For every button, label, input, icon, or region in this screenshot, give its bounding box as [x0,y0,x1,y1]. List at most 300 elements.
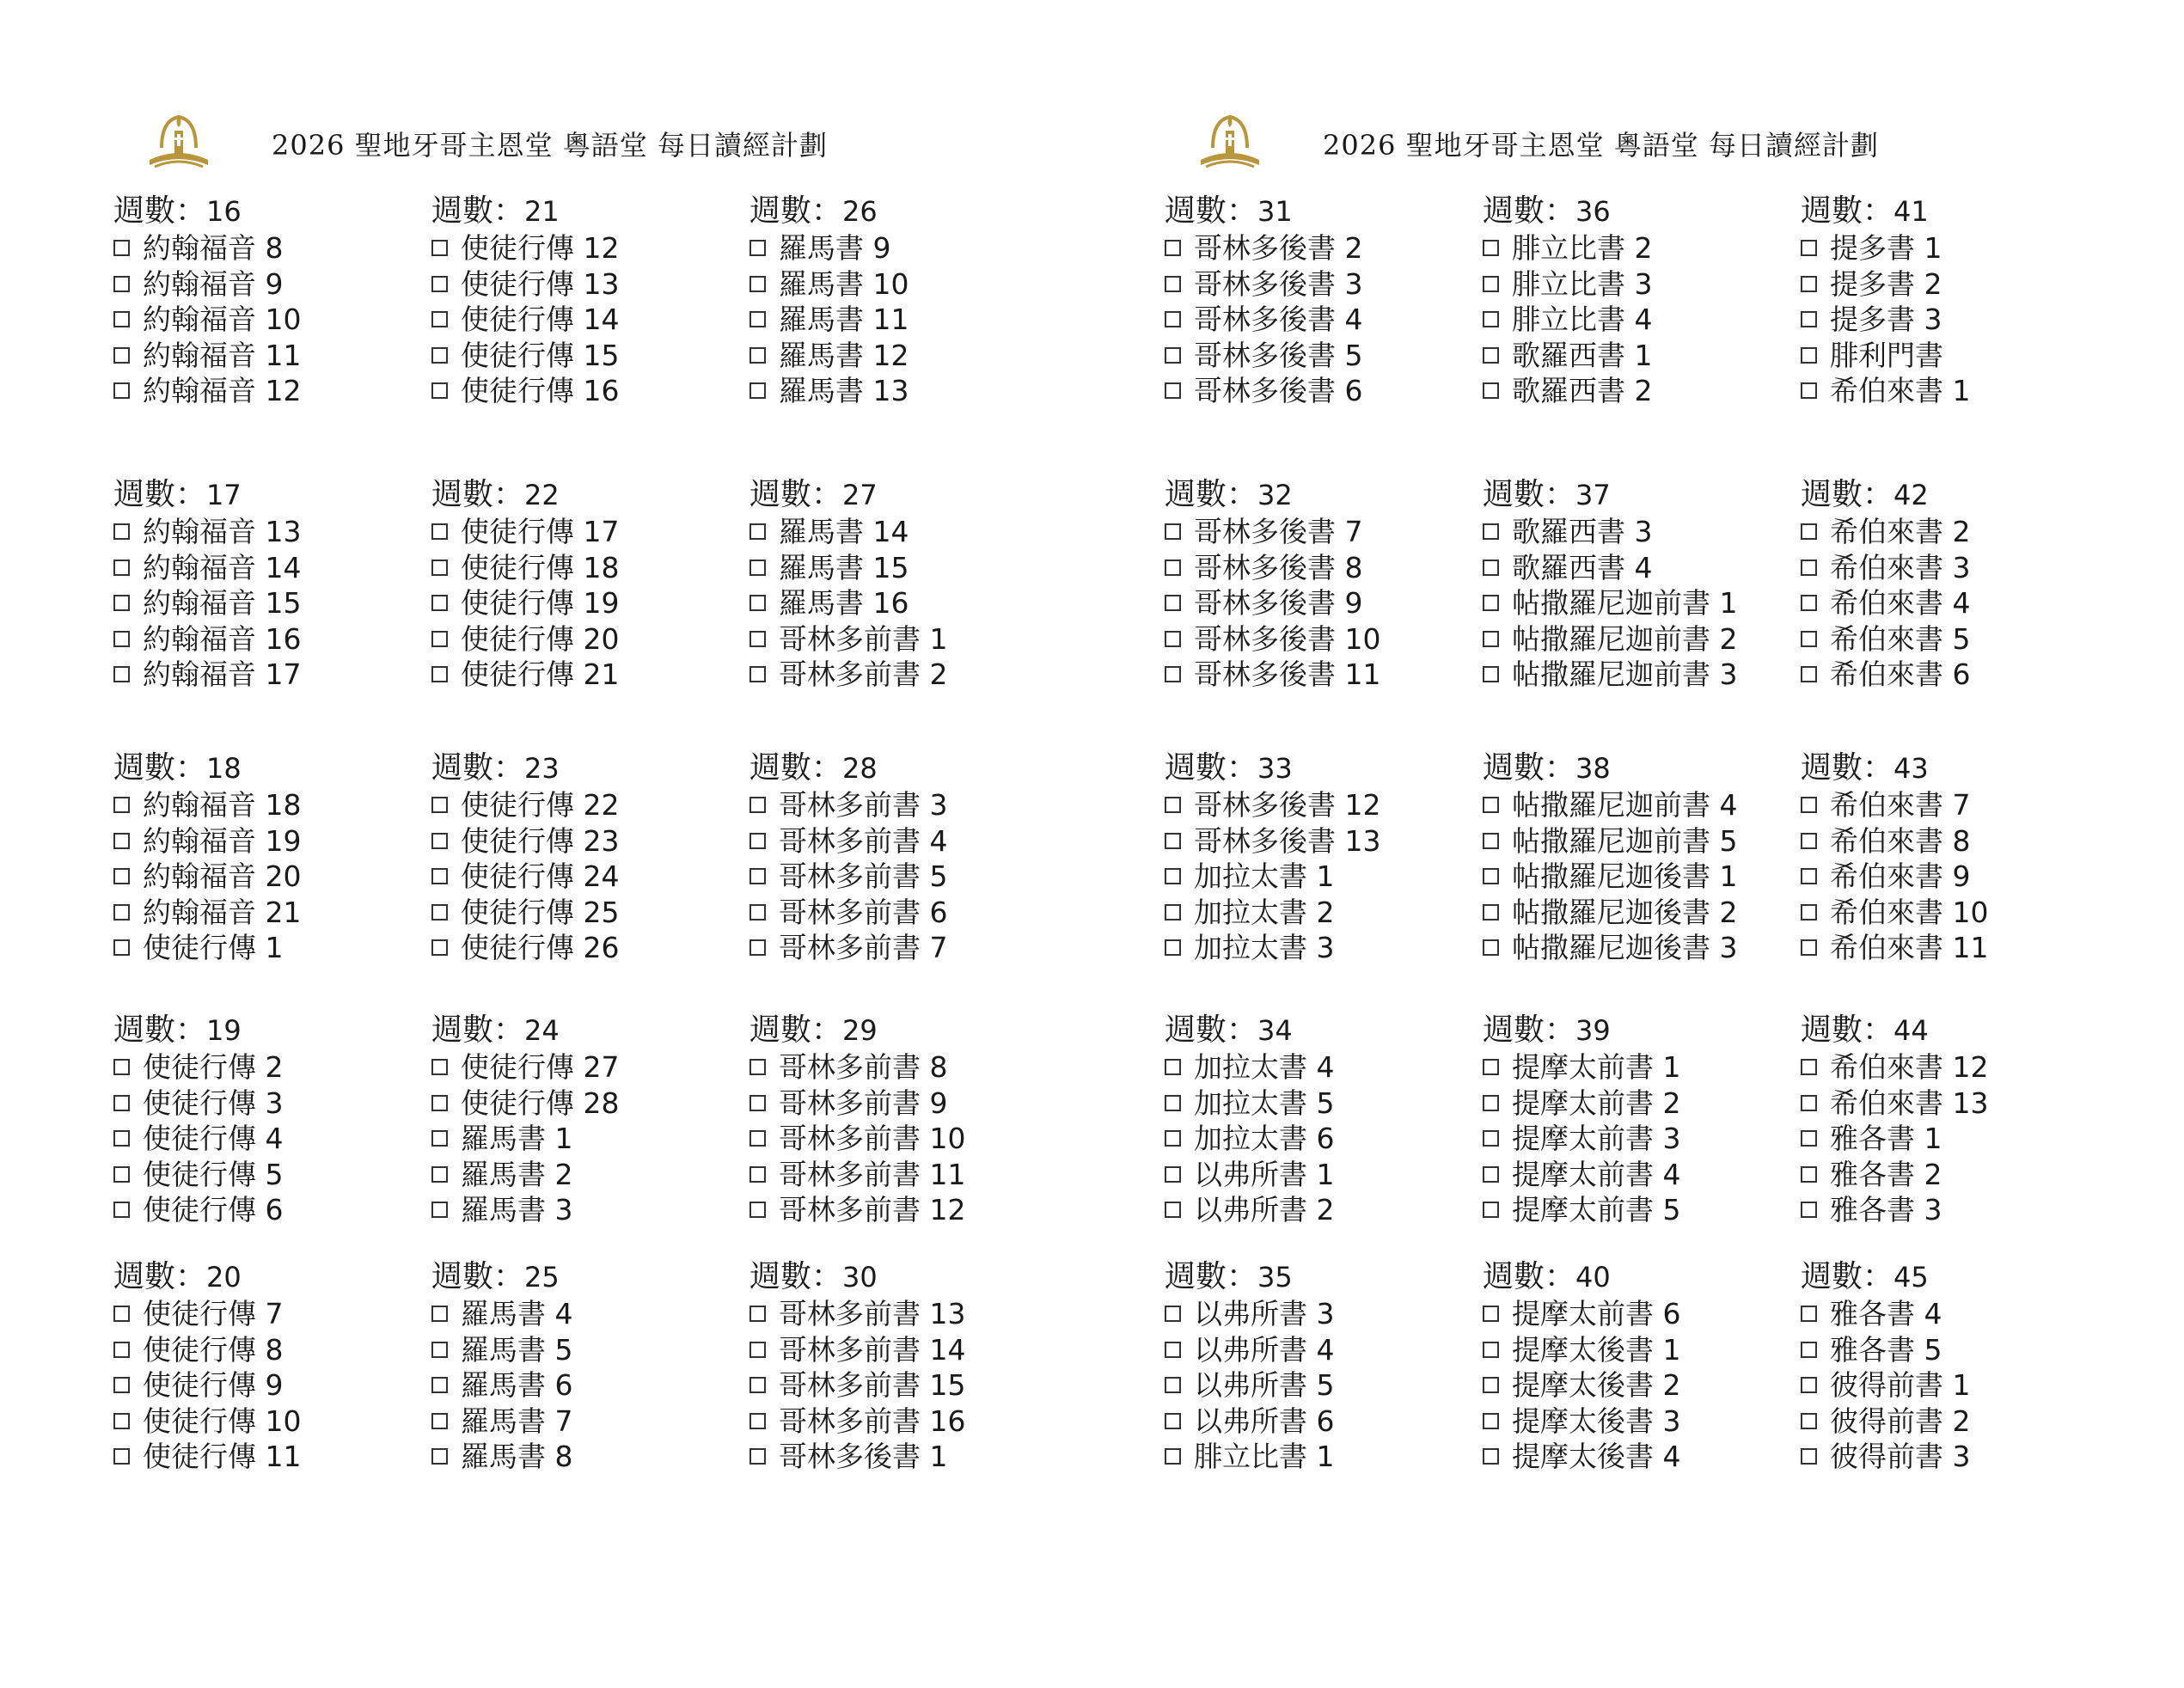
reading-label: 使徒行傳 23 [461,823,620,858]
reading-item [1483,657,1792,693]
empty-checkbox-icon[interactable] [1165,1377,1181,1393]
empty-checkbox-icon[interactable] [1165,382,1181,399]
empty-checkbox-icon[interactable] [431,1377,448,1393]
week-label: 週數： [1483,1259,1576,1294]
reading-label: 以弗所書 2 [1194,1193,1335,1226]
empty-checkbox-icon[interactable] [1801,1095,1817,1111]
reading-label: 哥林多後書 5 [1194,338,1363,372]
empty-checkbox-icon[interactable] [1165,1202,1181,1218]
reading-item [113,823,423,859]
week-heading [1483,1012,1792,1049]
empty-checkbox-icon[interactable] [749,1166,766,1183]
week-label: 週數： [113,477,207,512]
empty-checkbox-icon[interactable] [1801,1377,1817,1393]
empty-checkbox-icon[interactable] [431,1202,448,1218]
empty-checkbox-icon[interactable] [1801,833,1817,849]
empty-checkbox-icon[interactable] [1801,240,1817,256]
empty-checkbox-icon[interactable] [113,1202,130,1218]
week-block [749,749,1059,966]
reading-item [1165,787,1474,823]
empty-checkbox-icon[interactable] [431,523,448,540]
reading-label: 約翰福音 14 [143,550,302,584]
reading-label: 羅馬書 12 [779,338,909,372]
reading-item [1165,930,1474,966]
empty-checkbox-icon[interactable] [1165,523,1181,540]
empty-checkbox-icon[interactable] [1165,1059,1181,1075]
empty-checkbox-icon[interactable] [1801,797,1817,813]
reading-item [1165,621,1474,657]
reading-item [431,823,741,859]
empty-checkbox-icon[interactable] [749,1306,766,1322]
week-heading [431,193,741,230]
empty-checkbox-icon[interactable] [113,868,130,884]
week-heading [1483,1258,1792,1296]
empty-checkbox-icon[interactable] [431,1166,448,1183]
reading-item [113,514,423,550]
reading-label: 約翰福音 9 [143,266,284,301]
empty-checkbox-icon[interactable] [431,560,448,576]
reading-item [1483,1086,1792,1122]
reading-item [1483,823,1792,859]
reading-label: 哥林多後書 1 [779,1440,948,1473]
empty-checkbox-icon[interactable] [431,1342,448,1358]
reading-label: 哥林多前書 13 [779,1297,966,1330]
empty-checkbox-icon[interactable] [1483,1342,1499,1358]
week-block [749,476,1059,693]
reading-label: 哥林多前書 3 [779,788,948,822]
reading-label: 約翰福音 12 [143,374,302,407]
empty-checkbox-icon[interactable] [1483,868,1499,884]
empty-checkbox-icon[interactable] [749,347,766,364]
week-block [1483,749,1792,966]
empty-checkbox-icon[interactable] [1483,523,1499,540]
week-block [749,1012,1059,1228]
empty-checkbox-icon[interactable] [1483,833,1499,849]
reading-label: 哥林多後書 3 [1194,266,1363,301]
reading-item [431,550,741,586]
reading-item [749,1121,1059,1157]
empty-checkbox-icon[interactable] [749,560,766,576]
reading-item [113,1121,423,1157]
reading-label: 使徒行傳 8 [143,1332,284,1367]
empty-checkbox-icon[interactable] [1483,939,1499,956]
empty-checkbox-icon[interactable] [1801,1202,1817,1218]
empty-checkbox-icon[interactable] [1801,939,1817,956]
reading-item [113,1157,423,1193]
week-number: 39 [1575,1014,1611,1047]
reading-item [431,1296,741,1332]
reading-item [1801,1049,2110,1086]
reading-label: 哥林多前書 2 [779,657,948,691]
reading-item [1801,930,2110,966]
empty-checkbox-icon[interactable] [431,797,448,813]
week-number: 32 [1257,479,1293,511]
empty-checkbox-icon[interactable] [431,240,448,256]
reading-item [749,585,1059,621]
empty-checkbox-icon[interactable] [1165,1413,1181,1429]
empty-checkbox-icon[interactable] [113,523,130,540]
empty-checkbox-icon[interactable] [1801,1166,1817,1183]
empty-checkbox-icon[interactable] [1801,1059,1817,1075]
empty-checkbox-icon[interactable] [749,1448,766,1465]
reading-label: 雅各書 4 [1830,1297,1942,1330]
empty-checkbox-icon[interactable] [1801,1413,1817,1429]
empty-checkbox-icon[interactable] [431,1059,448,1075]
reading-label: 哥林多後書 10 [1194,621,1381,656]
empty-checkbox-icon[interactable] [749,939,766,956]
reading-item [1483,895,1792,931]
empty-checkbox-icon[interactable] [113,560,130,576]
reading-item [431,1332,741,1368]
empty-checkbox-icon[interactable] [431,347,448,364]
reading-item [1483,1404,1792,1440]
reading-item [1483,1157,1792,1193]
empty-checkbox-icon[interactable] [1483,666,1499,682]
empty-checkbox-icon[interactable] [1165,1130,1181,1147]
week-heading [1483,476,1792,514]
empty-checkbox-icon[interactable] [1801,1130,1817,1147]
empty-checkbox-icon[interactable] [113,1059,130,1075]
empty-checkbox-icon[interactable] [431,382,448,399]
reading-item [1165,1404,1474,1440]
week-block [749,193,1059,409]
empty-checkbox-icon[interactable] [749,904,766,920]
reading-item [749,621,1059,657]
empty-checkbox-icon[interactable] [113,939,130,956]
empty-checkbox-icon[interactable] [749,666,766,682]
empty-checkbox-icon[interactable] [113,276,130,292]
week-label: 週數： [1165,1012,1258,1048]
reading-label: 約翰福音 17 [143,657,302,691]
reading-label: 約翰福音 20 [143,859,302,893]
empty-checkbox-icon[interactable] [431,276,448,292]
empty-checkbox-icon[interactable] [1165,595,1181,611]
reading-item [749,657,1059,693]
empty-checkbox-icon[interactable] [113,1377,130,1393]
empty-checkbox-icon[interactable] [431,868,448,884]
week-block [431,749,741,966]
week-block [431,476,741,693]
empty-checkbox-icon[interactable] [1483,1377,1499,1393]
week-label: 週數： [113,1259,207,1294]
empty-checkbox-icon[interactable] [1801,666,1817,682]
empty-checkbox-icon[interactable] [1801,1342,1817,1358]
week-number: 43 [1893,752,1929,785]
reading-label: 提摩太前書 6 [1512,1297,1681,1330]
empty-checkbox-icon[interactable] [113,1342,130,1358]
empty-checkbox-icon[interactable] [749,1095,766,1111]
week-number: 17 [206,479,242,511]
reading-item [1483,1296,1792,1332]
empty-checkbox-icon[interactable] [431,939,448,956]
reading-item [113,1049,423,1086]
week-block [1165,193,1474,409]
empty-checkbox-icon[interactable] [1165,939,1181,956]
reading-item [1801,302,2110,338]
empty-checkbox-icon[interactable] [431,1306,448,1322]
empty-checkbox-icon[interactable] [1165,833,1181,849]
reading-item [431,930,741,966]
reading-label: 以弗所書 3 [1194,1297,1335,1330]
reading-item [113,1296,423,1332]
reading-item [431,266,741,303]
church-logo-icon [1194,108,1266,180]
reading-item [1165,230,1474,266]
empty-checkbox-icon[interactable] [1483,1095,1499,1111]
empty-checkbox-icon[interactable] [113,311,130,327]
reading-label: 使徒行傳 13 [461,266,620,301]
empty-checkbox-icon[interactable] [113,347,130,364]
reading-item [749,514,1059,550]
reading-item [113,657,423,693]
empty-checkbox-icon[interactable] [431,666,448,682]
empty-checkbox-icon[interactable] [1483,631,1499,647]
week-label: 週數： [1801,1012,1894,1048]
empty-checkbox-icon[interactable] [431,904,448,920]
week-label: 週數： [749,1259,843,1294]
empty-checkbox-icon[interactable] [1165,1342,1181,1358]
reading-item [749,1157,1059,1193]
week-number: 36 [1575,195,1611,228]
empty-checkbox-icon[interactable] [113,833,130,849]
empty-checkbox-icon[interactable] [1801,560,1817,576]
empty-checkbox-icon[interactable] [113,1306,130,1322]
empty-checkbox-icon[interactable] [749,1413,766,1429]
empty-checkbox-icon[interactable] [749,382,766,399]
empty-checkbox-icon[interactable] [1801,1448,1817,1465]
week-number: 34 [1257,1014,1293,1047]
empty-checkbox-icon[interactable] [1483,382,1499,399]
reading-item [1165,1439,1474,1475]
reading-item [113,373,423,409]
reading-item [749,895,1059,931]
reading-label: 希伯來書 7 [1830,788,1971,822]
reading-item [1483,230,1792,266]
empty-checkbox-icon[interactable] [1801,523,1817,540]
reading-label: 約翰福音 10 [143,303,302,336]
empty-checkbox-icon[interactable] [431,1095,448,1111]
church-logo-icon [143,108,215,180]
reading-item [1801,266,2110,303]
empty-checkbox-icon[interactable] [113,1130,130,1147]
empty-checkbox-icon[interactable] [749,311,766,327]
week-number: 42 [1893,479,1929,511]
reading-item [113,787,423,823]
reading-label: 使徒行傳 25 [461,895,620,929]
empty-checkbox-icon[interactable] [1801,311,1817,327]
empty-checkbox-icon[interactable] [749,1202,766,1218]
empty-checkbox-icon[interactable] [431,1130,448,1147]
week-number: 27 [842,479,878,511]
empty-checkbox-icon[interactable] [113,631,130,647]
week-block [113,1258,423,1475]
empty-checkbox-icon[interactable] [431,1413,448,1429]
reading-item [749,1296,1059,1332]
empty-checkbox-icon[interactable] [1483,1413,1499,1429]
empty-checkbox-icon[interactable] [1483,1306,1499,1322]
empty-checkbox-icon[interactable] [1165,1448,1181,1465]
empty-checkbox-icon[interactable] [1483,1448,1499,1465]
empty-checkbox-icon[interactable] [749,1130,766,1147]
empty-checkbox-icon[interactable] [1801,868,1817,884]
empty-checkbox-icon[interactable] [1165,1166,1181,1183]
reading-label: 使徒行傳 15 [461,338,620,372]
empty-checkbox-icon[interactable] [1483,1130,1499,1147]
empty-checkbox-icon[interactable] [1483,1166,1499,1183]
empty-checkbox-icon[interactable] [1483,347,1499,364]
empty-checkbox-icon[interactable] [113,382,130,399]
page-title: 2026 聖地牙哥主恩堂 粵語堂 每日讀經計劃 [1323,129,1879,162]
reading-item [749,338,1059,374]
empty-checkbox-icon[interactable] [749,868,766,884]
empty-checkbox-icon[interactable] [749,833,766,849]
empty-checkbox-icon[interactable] [1165,1306,1181,1322]
empty-checkbox-icon[interactable] [1165,560,1181,576]
reading-item [1165,1086,1474,1122]
empty-checkbox-icon[interactable] [113,1413,130,1429]
empty-checkbox-icon[interactable] [749,1377,766,1393]
reading-label: 羅馬書 10 [779,266,909,301]
reading-label: 歌羅西書 2 [1512,374,1653,407]
reading-item [1801,585,2110,621]
empty-checkbox-icon[interactable] [749,595,766,611]
empty-checkbox-icon[interactable] [749,523,766,540]
reading-item [113,895,423,931]
reading-item [431,1404,741,1440]
reading-item [431,621,741,657]
empty-checkbox-icon[interactable] [113,1095,130,1111]
empty-checkbox-icon[interactable] [1165,797,1181,813]
empty-checkbox-icon[interactable] [1483,1202,1499,1218]
reading-item [1801,1192,2110,1228]
empty-checkbox-icon[interactable] [1801,904,1817,920]
week-block [113,1012,423,1228]
empty-checkbox-icon[interactable] [1165,240,1181,256]
reading-label: 哥林多後書 13 [1194,823,1381,858]
week-label: 週數： [431,1012,525,1048]
reading-item [1165,657,1474,693]
reading-label: 希伯來書 9 [1830,859,1971,893]
empty-checkbox-icon[interactable] [1165,347,1181,364]
empty-checkbox-icon[interactable] [1483,560,1499,576]
reading-label: 約翰福音 18 [143,788,302,822]
empty-checkbox-icon[interactable] [1801,1306,1817,1322]
empty-checkbox-icon[interactable] [1483,240,1499,256]
empty-checkbox-icon[interactable] [749,1342,766,1358]
week-block [1801,476,2110,693]
empty-checkbox-icon[interactable] [113,797,130,813]
reading-label: 提摩太後書 3 [1512,1404,1681,1438]
reading-label: 哥林多前書 11 [779,1157,966,1191]
empty-checkbox-icon[interactable] [113,1448,130,1465]
empty-checkbox-icon[interactable] [431,595,448,611]
reading-item [113,859,423,895]
empty-checkbox-icon[interactable] [1801,631,1817,647]
reading-item [113,230,423,266]
week-heading [113,1012,423,1049]
reading-label: 提摩太後書 1 [1512,1332,1681,1367]
reading-label: 羅馬書 1 [461,1122,573,1155]
empty-checkbox-icon[interactable] [431,833,448,849]
reading-item [1483,550,1792,586]
empty-checkbox-icon[interactable] [1165,631,1181,647]
empty-checkbox-icon[interactable] [1801,382,1817,399]
empty-checkbox-icon[interactable] [431,1448,448,1465]
reading-label: 以弗所書 1 [1194,1157,1335,1191]
empty-checkbox-icon[interactable] [1165,1095,1181,1111]
empty-checkbox-icon[interactable] [113,666,130,682]
empty-checkbox-icon[interactable] [749,797,766,813]
reading-label: 帖撒羅尼迦前書 2 [1512,621,1738,656]
empty-checkbox-icon[interactable] [1483,276,1499,292]
reading-item [1483,302,1792,338]
empty-checkbox-icon[interactable] [1801,276,1817,292]
reading-plan-panel-right [1165,103,2184,1521]
empty-checkbox-icon[interactable] [431,311,448,327]
reading-item [113,585,423,621]
week-block [1165,1012,1474,1228]
empty-checkbox-icon[interactable] [1483,1059,1499,1075]
reading-item [1801,1121,2110,1157]
empty-checkbox-icon[interactable] [431,631,448,647]
empty-checkbox-icon[interactable] [1801,347,1817,364]
reading-label: 彼得前書 2 [1830,1404,1971,1438]
empty-checkbox-icon[interactable] [1801,595,1817,611]
week-label: 週數： [113,750,207,786]
reading-label: 帖撒羅尼迦前書 4 [1512,788,1738,822]
reading-item [1801,373,2110,409]
page-header [143,103,1131,186]
reading-label: 哥林多後書 7 [1194,515,1363,548]
empty-checkbox-icon[interactable] [1165,311,1181,327]
reading-item [431,1439,741,1475]
empty-checkbox-icon[interactable] [113,904,130,920]
empty-checkbox-icon[interactable] [113,1166,130,1183]
reading-label: 加拉太書 5 [1194,1086,1335,1120]
reading-label: 使徒行傳 7 [143,1297,284,1330]
reading-label: 使徒行傳 6 [143,1193,284,1226]
empty-checkbox-icon[interactable] [1165,666,1181,682]
empty-checkbox-icon[interactable] [1483,797,1499,813]
reading-item [749,266,1059,303]
reading-label: 羅馬書 15 [779,550,909,584]
reading-item [1165,859,1474,895]
empty-checkbox-icon[interactable] [1165,276,1181,292]
empty-checkbox-icon[interactable] [113,240,130,256]
empty-checkbox-icon[interactable] [1165,868,1181,884]
reading-label: 雅各書 1 [1830,1122,1942,1155]
empty-checkbox-icon[interactable] [1483,311,1499,327]
empty-checkbox-icon[interactable] [1165,904,1181,920]
reading-label: 使徒行傳 9 [143,1368,284,1402]
reading-item [1801,1367,2110,1404]
reading-item [1165,1296,1474,1332]
empty-checkbox-icon[interactable] [749,631,766,647]
empty-checkbox-icon[interactable] [1483,904,1499,920]
page-header [1194,103,2182,186]
reading-item [1483,514,1792,550]
reading-label: 使徒行傳 22 [461,788,620,822]
empty-checkbox-icon[interactable] [749,240,766,256]
empty-checkbox-icon[interactable] [749,1059,766,1075]
reading-label: 羅馬書 11 [779,303,909,336]
empty-checkbox-icon[interactable] [113,595,130,611]
empty-checkbox-icon[interactable] [749,276,766,292]
reading-plan-panel-left [113,103,1153,1521]
reading-item [1165,1121,1474,1157]
empty-checkbox-icon[interactable] [1483,595,1499,611]
reading-item [1483,1332,1792,1368]
